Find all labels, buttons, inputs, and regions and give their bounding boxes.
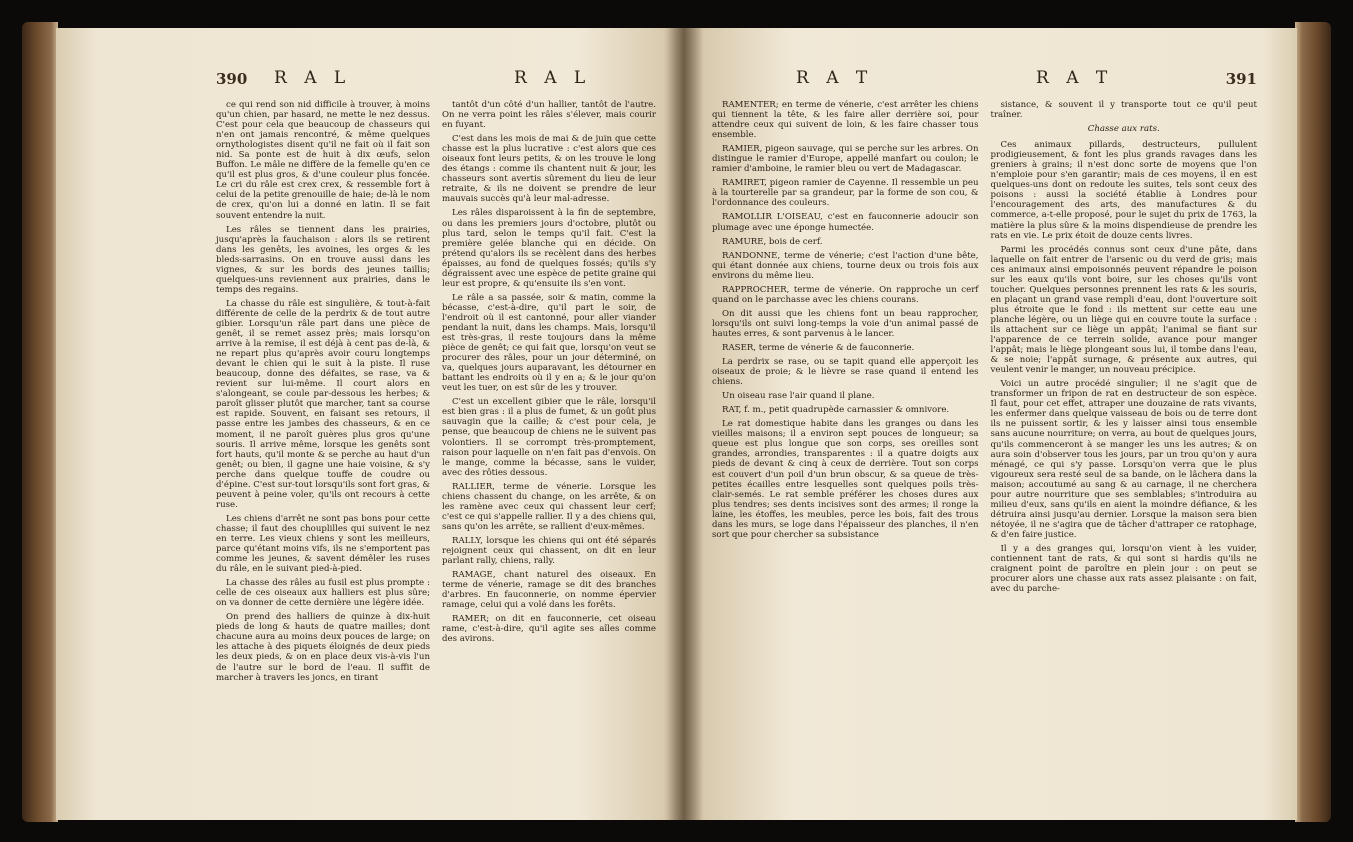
text-columns [216,100,656,687]
text-column-1 [712,100,979,598]
paragraph: RALLIER, terme de vénerie. Lorsque les chiens chassent du change, on les arrête, & on les ramène avec ceux qui chassent leur cerf; c'est ce qui s'appelle rallier. Il y a des chiens qui, sans qu'on les arrête, se rallient d'eux-mêmes. [442,481,656,532]
running-headword: R A L [514,68,592,88]
paragraph: La perdrix se rase, ou se tapit quand elle apperçoit les oiseaux de proie; & le lièvre se rase quand il entend les chiens. [712,357,979,388]
page-number: 391 [1225,70,1257,88]
paragraph: Le rat domestique habite dans les granges ou dans les vieilles maisons; il a environ sept pouces de longueur; sa queue est plus longue que son corps, ses oreilles sont grandes, arrondies, transparentes : il a quatre doigts aux pieds de devant & cinq à ceux de derrière. Tout son corps est couvert d'un poil d'un brun obscur, & sa queue de très-petites écailles entre lesquelles sont quelques poils très-clair-semés. Le rat semble préférer les choses dures aux plus tendres; ses dents incisives sont des armes; il ronge la laine, les étoffes, les meubles, perce les bois, fait des trous dans les murs, se loge dans l'épaisseur des planches, il n'en sort que pour chercher sa subsistance [712,419,979,540]
section-title: Chasse aux rats. [1087,124,1160,135]
paragraph: Les râles disparoissent à la fin de septembre, ou dans les premiers jours d'octobre, plutôt ou plus tard, selon le temps qu'il fait. C'est la première gelée blanche qui en décide. On prétend qu'alors ils se recèlent dans des herbes épaisses, au fond de quelques fossés; qu'ils s'y dégraissent avec une espèce de petite graine qui leur est propre, & qu'ensuite ils s'en vont. [442,208,656,289]
paragraph: On prend des halliers de quinze à dix-huit pieds de long & hauts de quatre mailles; dont chacune aura au moins deux pouces de large; on les attache à des piquets éloignés de deux pieds les deux pieds, & on en place deux vis-à-vis l'un de l'autre sur le bord de l'eau. Il suffit de marcher à travers les joncs, en tirant [216,612,430,683]
paragraph: RAPPROCHER, terme de vénerie. On rapproche un cerf quand on le parchasse avec les chiens courans. [712,284,979,305]
paragraph: Les chiens d'arrêt ne sont pas bons pour cette chasse; il faut des chouplilles qui suivent le nez en terre. Les vieux chiens y sont les meilleurs, parce qu'étant moins vifs, ils ne s'emportent pas comme les jeunes, & savent démêler les ruses du râle, en le suivant pied-à-pied. [216,513,430,575]
paragraph: RAMIRET, pigeon ramier de Cayenne. Il ressemble un peu à la tourterelle par sa grandeur, par la forme de son cou, & l'ordonnance des couleurs. [712,178,979,209]
left-page [56,28,684,820]
book-edge-right [1295,22,1331,822]
running-head-right [712,68,1257,94]
paragraph: Voici un autre procédé singulier; il ne s'agit que de transformer un fripon de rat en destructeur de son espèce. Il faut, pour cet effet, attraper une douzaine de rats vivants, les enfermer dans quelque vaisseau de bois ou de terre dont ils ne puissent sortir, & les y laisser ainsi tous ensemble sans aucune nourriture; on verra, au bout de quelques jours, qu'ils commenceront à se manger les uns les autres; & on aura soin d'observer tous les jours, par un trou qu'on y aura ménagé, ce qui s'y passe. Lorsqu'on verra que le plus vigoureux sera resté seul de sa bande, on le lâchera dans la maison; accoutumé au sang & au carnage, il ne cherchera pour autre nourriture que ses semblables; s'introduira au milieu d'eux, sans qu'ils en aient la moindre défiance, & les détruira ainsi jusqu'au dernier. Lorsque la maison sera bien nétoyée, il ne s'agira que de tâcher d'attraper ce ratophage, & d'en faire justice. [990,379,1257,540]
paragraph: RAT, f. m., petit quadrupède carnassier & omnivore. [722,405,950,416]
text-column-2 [442,100,656,687]
page-number: 390 [216,70,248,88]
running-headword: R A L [274,68,352,88]
paragraph: RAMOLLIR L'OISEAU, c'est en fauconnerie adoucir son plumage avec une éponge humectée. [712,212,979,233]
paragraph: sistance, & souvent il y transporte tout ce qu'il peut traîner. [990,100,1257,121]
paragraph: RAMIER, pigeon sauvage, qui se perche sur les arbres. On distingue le ramier d'Europe, appellé manfart ou coulon; le ramier d'amboine, le ramier bleu ou vert de Madagascar. [712,144,979,175]
paragraph: Il y a des granges qui, lorsqu'on vient à les vuider, contiennent tant de rats, & qui sont si hardis qu'ils ne craignent point de paroître en plein jour : on peut se procurer alors une chasse aux rats assez plaisante : on fait, avec du parche- [990,543,1257,595]
paragraph: RAMER; on dit en fauconnerie, cet oiseau rame, c'est-à-dire, qu'il agite ses aîles comme des avirons. [442,614,656,645]
paragraph: ce qui rend son nid difficile à trouver, à moins qu'un chien, par hasard, ne mette le nez dessus. C'est pour cela que beaucoup de chasseurs qui n'en ont jamais rencontré, & même quelques ornythologistes disent qu'il ne fait où il fait son nid. Sa ponte est de huit à dix œufs, selon Buffon. Le mâle ne diffère de la femelle qu'en ce qu'il est plus gros, & d'une couleur plus foncée. Le cri du râle est crex crex, & ressemble fort à celui de la petite grenouille de haie; de-là le nom de crex, qu'on lui a donné en latin. Il se fait souvent entendre la nuit. [216,100,430,221]
paragraph: Les râles se tiennent dans les prairies, jusqu'après la fauchaison : alors ils se retirent dans les genêts, les avoines, les orges & les bleds-sarrasins. On en trouve aussi dans les vignes, & sur les bords des jeunes taillis; quelques-uns reviennent aux prairies, dans le temps des regains. [216,224,430,295]
running-headword: R A T [1036,68,1114,88]
text-columns [712,100,1257,598]
paragraph: RAMURE, bois de cerf. [722,236,823,247]
paragraph: La chasse du râle est singulière, & tout-à-fait différente de celle de la perdrix & de tout autre gibier. Lorsqu'un râle part dans une pièce de genêt, il se remet assez près; mais lorsqu'on arrive à la remise, il est déjà à cent pas de-là, & ne repart plus qu'après avoir couru longtemps devant le chien qui le suit à la piste. Il ruse beaucoup, donne des défaites, se rase, va & revient sur lui-même. Il court alors en s'alongeant, se coule par-dessous les herbes; & paroît glisser plutôt que marcher, tant sa course est rapide. Souvent, en faisant ses retours, il passe entre les jambes des chasseurs, & en ce moment, il ne paroît guères plus gros qu'une souris. Il arrive même, lorsque les genêts sont fort hauts, qu'il monte & se perche au haut d'un genêt; ou bien, il gagne une haie voisine, & s'y perche dans quelque touffe de coudre ou d'épine. C'est sur-tout lorsqu'ils sont fort gras, & peuvent à peine voler, qu'ils ont recours à cette ruse. [216,298,430,510]
paragraph: Ces animaux pillards, destructeurs, pullulent prodigieusement, & font les plus grands ravages dans les greniers à grains; il n'est donc sorte de moyens que l'on n'emploie pour s'en garantir; mais de ces moyens, il en est quelques-uns dont on redoute les suites, tels sont ceux des poisons : aussi la société établie à Londres pour l'encouragement des arts, des manufactures & du commerce, a-t-elle proposé, pour le sujet du prix de 1763, la matière la plus sûre & la moins dispendieuse de prendre les rats en vie. Le prix étoit de douze cents livres. [990,140,1257,241]
paragraph: RANDONNE, terme de vénerie; c'est l'action d'une bête, qui étant donnée aux chiens, tourne deux ou trois fois aux environs du même lieu. [712,250,979,281]
paragraph: RAMAGE, chant naturel des oiseaux. En terme de vénerie, ramage se dit des branches d'arbres. En fauconnerie, on nomme épervier ramage, celui qui a volé dans les forêts. [442,570,656,611]
text-column-2 [991,100,1258,598]
paragraph: On dit aussi que les chiens font un beau rapprocher, lorsqu'ils ont suivi long-temps la voie d'un animal passé de hautes erres, & sont parvenus à le lancer. [712,308,979,339]
paragraph: Un oiseau rase l'air quand il plane. [722,391,875,402]
paragraph: C'est dans les mois de mai & de juin que cette chasse est la plus lucrative : c'est alors que ces oiseaux font leurs petits, & on les trouve le long des étangs : comme ils chantent nuit & jour, les chasseurs sont avertis sûrement du lieu de leur retraite, & ils ne doivent se prendre de leur mauvais succès qu'à leur mal-adresse. [442,134,656,205]
running-headword: R A T [796,68,874,88]
paragraph: RAMENTER; en terme de vénerie, c'est arrêter les chiens qui tiennent la tête, & les faire aller derrière soi, pour attendre ceux qui suivent de loin, & les faire chasser tous ensemble. [712,100,979,141]
text-column-1 [216,100,430,687]
paragraph: C'est un excellent gibier que le râle, lorsqu'il est bien gras : il a plus de fumet, & un goût plus sauvagin que la caille; & c'est pour cela, je pense, que beaucoup de chiens ne le suivent pas volontiers. Il se corrompt très-promptement, raison pour laquelle on n'en fait pas d'envois. On le mange, comme la bécasse, sans le vuider, avec des rôties dessous. [442,397,656,478]
paragraph: Parmi les procédés connus sont ceux d'une pâte, dans laquelle on fait entrer de l'arsenic ou du verd de gris; mais ces animaux ainsi empoisonnés peuvent répandre le poison sur les eaux qu'ils vont boire, sur les choses qu'ils vont toucher. Quelques personnes prennent les rats & les souris, en plaçant un grand vase rempli d'eau, dont l'ouverture soit plus étroite que le fond : ils mettent sur cette eau une planche légère, ou un liège qui en couvre toute la surface : ils attachent sur ce liège un appât; l'animal se fiant sur l'apparence de ce terrein solide, avance pour manger l'appât; mais le liège plongeant sous lui, il tombe dans l'eau, & se noie; l'appât surnage, & présente aux autres, qui veulent venir le manger, un nouveau précipice. [990,244,1257,376]
paragraph: RALLY, lorsque les chiens qui ont été séparés rejoignent ceux qui chassent, on dit en leur parlant rally, chiens, rally. [442,535,656,567]
paragraph: La chasse des râles au fusil est plus prompte : celle de ces oiseaux aux halliers est plus sûre; on va donner de cette dernière une légère idée. [216,578,430,609]
paragraph: RASER, terme de vénerie & de fauconnerie. [722,342,915,353]
right-page [684,28,1297,820]
running-head-left [216,68,656,94]
paragraph: Le râle a sa passée, soir & matin, comme la bécasse, c'est-à-dire, qu'il part le soir, de l'endroit où il est cantonné, pour aller viander pendant la nuit, dans les champs. Mais, lorsqu'il est très-gras, il reste toujours dans la même pièce de genêt; ce qui fait que, lorsqu'on veut se procurer des râles, pour un jour déterminé, on va, quelques jours auparavant, les détourner en battant les endroits où il y en a; & le jour qu'on veut les tuer, on est sûr de les y trouver. [442,292,656,394]
book-edge-left [22,22,58,822]
paragraph: tantôt d'un côté d'un hallier, tantôt de l'autre. On ne verra point les râles s'élever, mais courir en fuyant. [442,100,656,131]
